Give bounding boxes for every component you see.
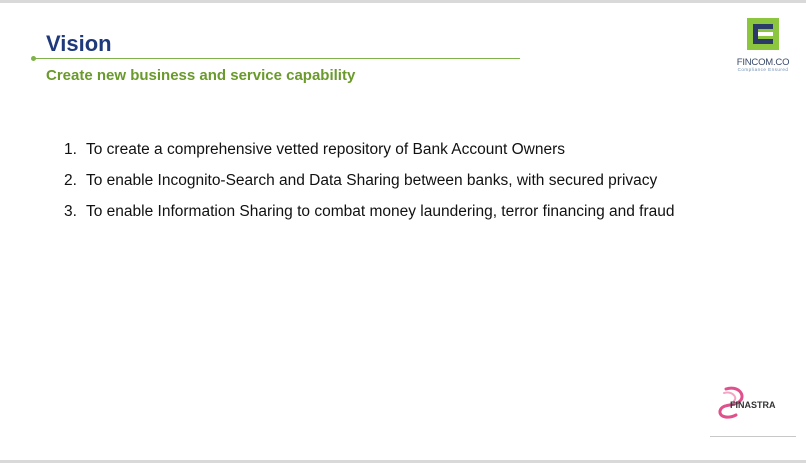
vision-item-number: 2.: [64, 171, 77, 189]
slide: [0, 3, 806, 460]
vision-item: [64, 165, 764, 196]
vision-item-number: 1.: [64, 140, 77, 158]
fincom-logo: [728, 17, 798, 77]
title-rule: [34, 58, 520, 59]
slide-subtitle: Create new business and service capability: [46, 67, 356, 84]
finastra-logo-name: FINASTRA: [730, 400, 776, 410]
vision-item: [64, 196, 764, 227]
vision-item-text: To create a comprehensive vetted repository of Bank Account Owners: [86, 140, 566, 158]
vision-item-text: To enable Information Sharing to combat money laundering, terror financing and fraud: [86, 202, 675, 220]
vision-item-number: 3.: [64, 202, 77, 220]
vision-item-text: To enable Incognito-Search and Data Sharing between banks, with secured privacy: [86, 171, 658, 189]
finastra-logo: [716, 383, 788, 423]
fincom-logo-mark-icon: [728, 17, 798, 57]
fincom-logo-tagline: Compliance Ensured: [737, 67, 789, 72]
fincom-logo-name: FINCOM.CO: [736, 57, 790, 68]
slide-title: Vision: [46, 31, 112, 56]
footer-rule: [710, 436, 796, 437]
vision-list: [64, 134, 764, 227]
vision-item: [64, 134, 764, 165]
